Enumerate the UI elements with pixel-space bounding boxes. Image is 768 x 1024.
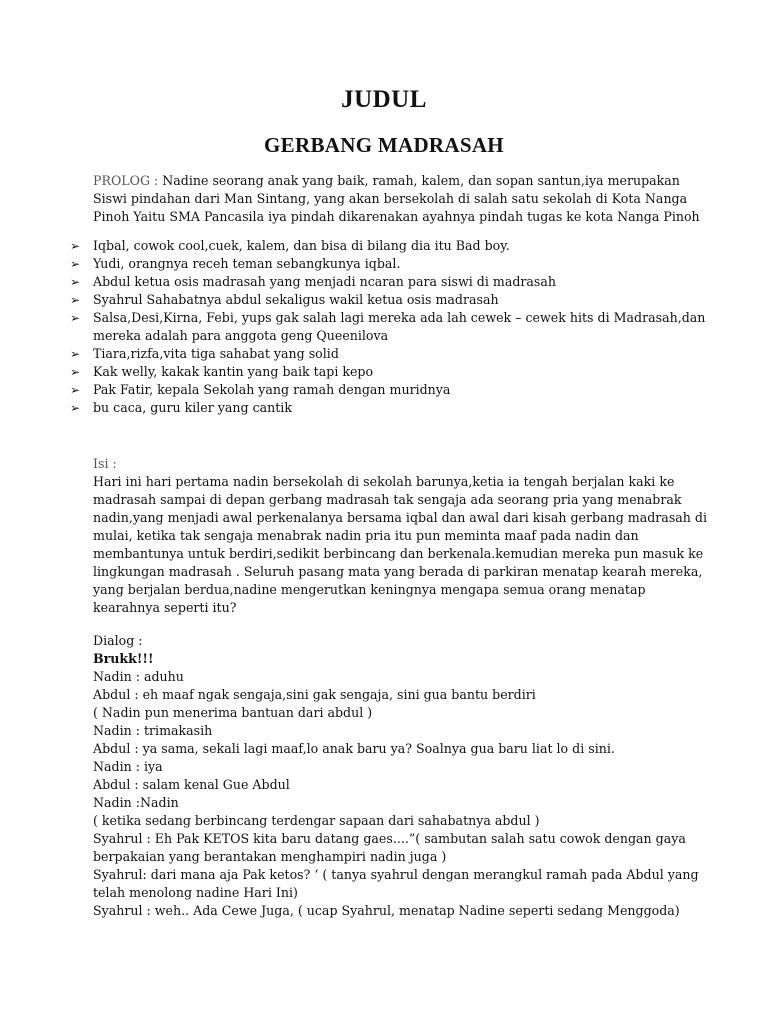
dialog-line: Nadin : aduhu [93,669,184,684]
prolog-label: PROLOG : [93,173,163,188]
character-description: Pak Fatir, kepala Sekolah yang ramah dengan muridnya [93,382,451,397]
character-list-item [70,255,710,273]
character-list-item [70,273,710,291]
prolog-text: Nadine seorang anak yang baik, ramah, kalem, dan sopan santun,iya merupakan [162,173,680,188]
arrow-bullet-icon: ➢ [70,383,81,397]
character-description: Syahrul Sahabatnya abdul sekaligus wakil ketua osis madrasah [93,292,499,307]
dialog-line: telah menolong nadine Hari Ini) [93,885,298,900]
isi-paragraph [93,473,713,617]
character-description: Salsa,Desi,Kirna, Febi, yups gak salah lagi mereka ada lah cewek – cewek hits di Madrasah,dan [93,310,706,325]
dialog-line: Abdul : ya sama, sekali lagi maaf,lo anak baru ya? Soalnya gua baru liat lo di sini. [93,741,615,756]
dialog-line: Abdul : salam kenal Gue Abdul [93,777,290,792]
dialog-line: Syahrul: dari mana aja Pak ketos? ‘ ( tanya syahrul dengan merangkul ramah pada Abdul yang [93,867,699,882]
isi-line: membantunya untuk berdiri,sedikit berbincang dan berkenala.kemudian mereka pun masuk ke [93,546,704,561]
dialog-lines [93,650,713,920]
arrow-bullet-icon: ➢ [70,311,81,325]
dialog-line: ( ketika sedang berbincang terdengar sapaan dari sahabatnya abdul ) [93,813,540,828]
dialog-section [93,632,713,920]
prolog-section [93,172,713,226]
character-list-item [70,309,710,345]
isi-label: Isi : [93,456,117,471]
character-list-item [70,345,710,363]
character-list-item [70,237,710,255]
arrow-bullet-icon: ➢ [70,401,81,415]
prolog-line: Pinoh Yaitu SMA Pancasila iya pindah dikarenakan ayahnya pindah tugas ke kota Nanga Pinoh [93,209,700,224]
dialog-label: Dialog : [93,633,143,648]
character-description: Tiara,rizfa,vita tiga sahabat yang solid [93,346,339,361]
character-description: mereka adalah para anggota geng Queenilova [93,328,389,343]
isi-line: mulai, ketika tak sengaja menabrak nadin pria itu pun meminta maaf pada nadin dan [93,528,639,543]
isi-line: madrasah sampai di depan gerbang madrasah tak sengaja ada seorang pria yang menabrak [93,492,682,507]
dialog-line: ( Nadin pun menerima bantuan dari abdul ) [93,705,373,720]
character-description: Abdul ketua osis madrasah yang menjadi ncaran para siswi di madrasah [93,274,556,289]
arrow-bullet-icon: ➢ [70,365,81,379]
character-list-item [70,381,710,399]
character-list-item [70,291,710,309]
arrow-bullet-icon: ➢ [70,293,81,307]
arrow-bullet-icon: ➢ [70,347,81,361]
isi-line: Hari ini hari pertama nadin bersekolah di sekolah barunya,ketia ia tengah berjalan kaki ke [93,474,675,489]
prolog-line: Siswi pindahan dari Man Sintang, yang akan bersekolah di salah satu sekolah di Kota Nanga [93,191,688,206]
prolog-line [93,172,713,190]
character-list-item [70,399,710,417]
isi-section [93,455,713,617]
character-description: Kak welly, kakak kantin yang baik tapi kepo [93,364,374,379]
arrow-bullet-icon: ➢ [70,257,81,271]
dialog-line: Nadin : iya [93,759,163,774]
isi-line: lingkungan madrasah . Seluruh pasang mata yang berada di parkiran menatap kearah mereka, [93,564,703,579]
dialog-line: Nadin :Nadin [93,795,179,810]
isi-line: nadin,yang menjadi awal perkenalanya bersama iqbal dan awal dari kisah gerbang madrasah di [93,510,707,525]
isi-line: kearahnya seperti itu? [93,600,237,615]
character-list-item [70,363,710,381]
character-description: bu caca, guru kiler yang cantik [93,400,292,415]
character-description: Yudi, orangnya receh teman sebangkunya iqbal. [93,256,401,271]
document-title: JUDUL [341,86,427,113]
dialog-line: berpakaian yang berantakan menghampiri nadin juga ) [93,849,447,864]
character-description: Iqbal, cowok cool,cuek, kalem, dan bisa di bilang dia itu Bad boy. [93,238,510,253]
character-list [70,237,710,417]
arrow-bullet-icon: ➢ [70,275,81,289]
arrow-bullet-icon: ➢ [70,239,81,253]
isi-line: yang berjalan berdua,nadine mengerutkan keningnya mengapa semua orang menatap [93,582,646,597]
dialog-line: Syahrul : Eh Pak KETOS kita baru datang gaes....”( sambutan salah satu cowok dengan gaya [93,831,686,846]
document-subtitle: GERBANG MADRASAH [264,133,504,157]
dialog-line: Syahrul : weh.. Ada Cewe Juga, ( ucap Syahrul, menatap Nadine seperti sedang Menggoda) [93,903,680,918]
dialog-line: Nadin : trimakasih [93,723,213,738]
dialog-line: Abdul : eh maaf ngak sengaja,sini gak sengaja, sini gua bantu berdiri [93,687,536,702]
dialog-line: Brukk!!! [93,651,154,666]
